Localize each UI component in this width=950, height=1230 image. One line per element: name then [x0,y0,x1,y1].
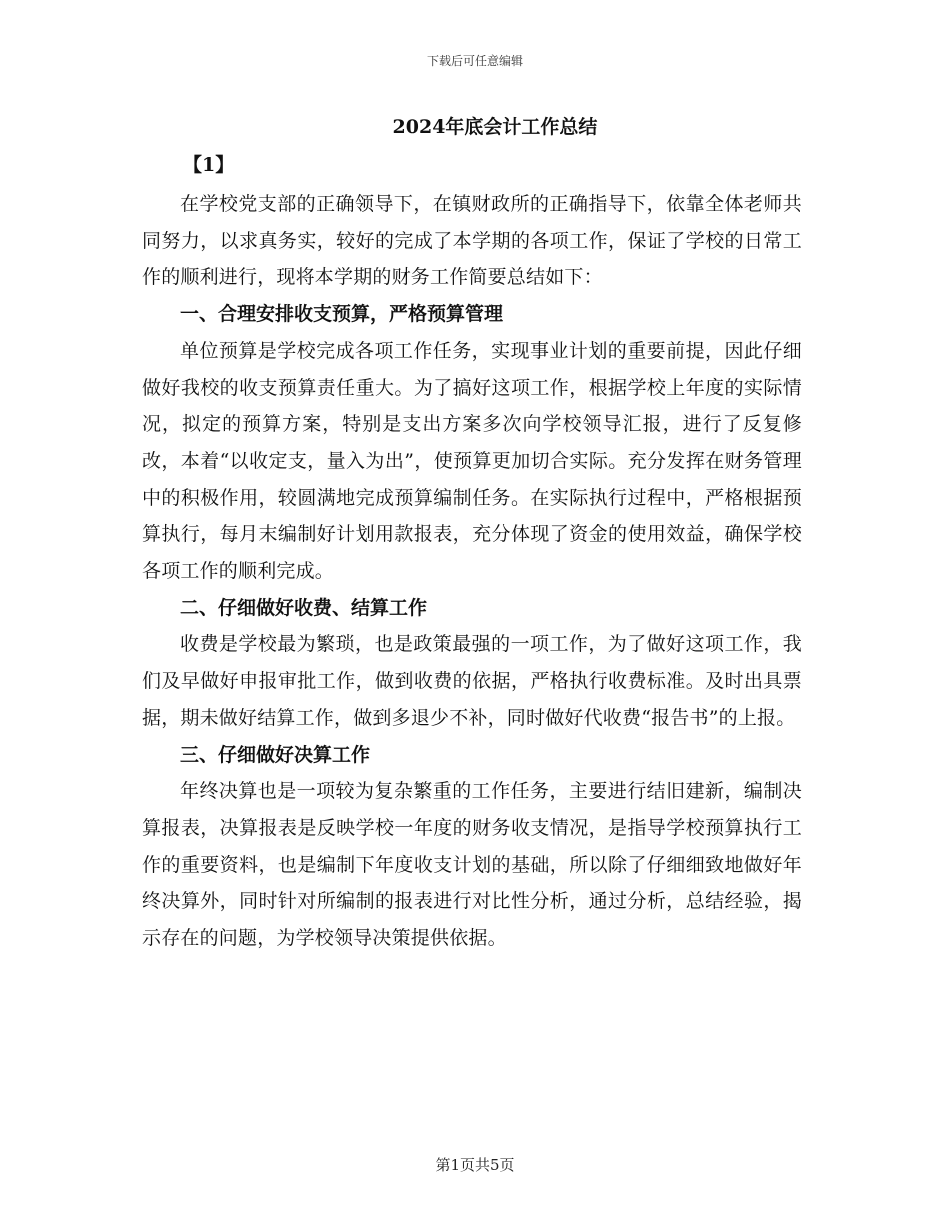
intro-paragraph: 在学校党支部的正确领导下，在镇财政所的正确指导下，依靠全体老师共同努力，以求真务实，较好的完成了本学期的各项工作，保证了学校的日常工作的顺利进行，现将本学期的财务工作简要总结如下： [142,193,802,289]
page-footer: 第1页共5页 [435,1156,515,1174]
header-note: 下载后可任意编辑 [426,54,523,68]
section-paragraph-2: 收费是学校最为繁琐，也是政策最强的一项工作，为了做好这项工作，我们及早做好申报审批工作，做到收费的依据，严格执行收费标准。及时出具票据，期未做好结算工作，做到多退少不补，同时做好代收费“报告书”的上报。 [142,633,802,729]
section-marker: 【1】 [183,154,235,176]
document-body [142,186,802,957]
section-paragraph-1: 单位预算是学校完成各项工作任务，实现事业计划的重要前提，因此仔细做好我校的收支预算责任重大。为了搞好这项工作，根据学校上年度的实际情况，拟定的预算方案，特别是支出方案多次向学校领导汇报，进行了反复修改，本着“以收定支，量入为出”，使预算更加切合实际。充分发挥在财务管理中的积极作用，较圆满地完成预算编制任务。在实际执行过程中，严格根据预算执行，每月末编制好计划用款报表，充分体现了资金的使用效益，确保学校各项工作的顺利完成。 [142,339,802,583]
document-title: 2024年底会计工作总结 [392,116,598,138]
section-paragraph-3: 年终决算也是一项较为复杂繁重的工作任务，主要进行结旧建新，编制决算报表，决算报表是反映学校一年度的财务收支情况，是指导学校预算执行工作的重要资料，也是编制下年度收支计划的基础，所以除了仔细细致地做好年终决算外，同时针对所编制的报表进行对比性分析，通过分析，总结经验，揭示存在的问题，为学校领导决策提供依据。 [142,780,802,950]
section-heading-2: 二、仔细做好收费、结算工作 [180,596,428,619]
section-heading-1: 一、合理安排收支预算，严格预算管理 [180,303,504,326]
section-heading-3: 三、仔细做好决算工作 [180,743,371,766]
